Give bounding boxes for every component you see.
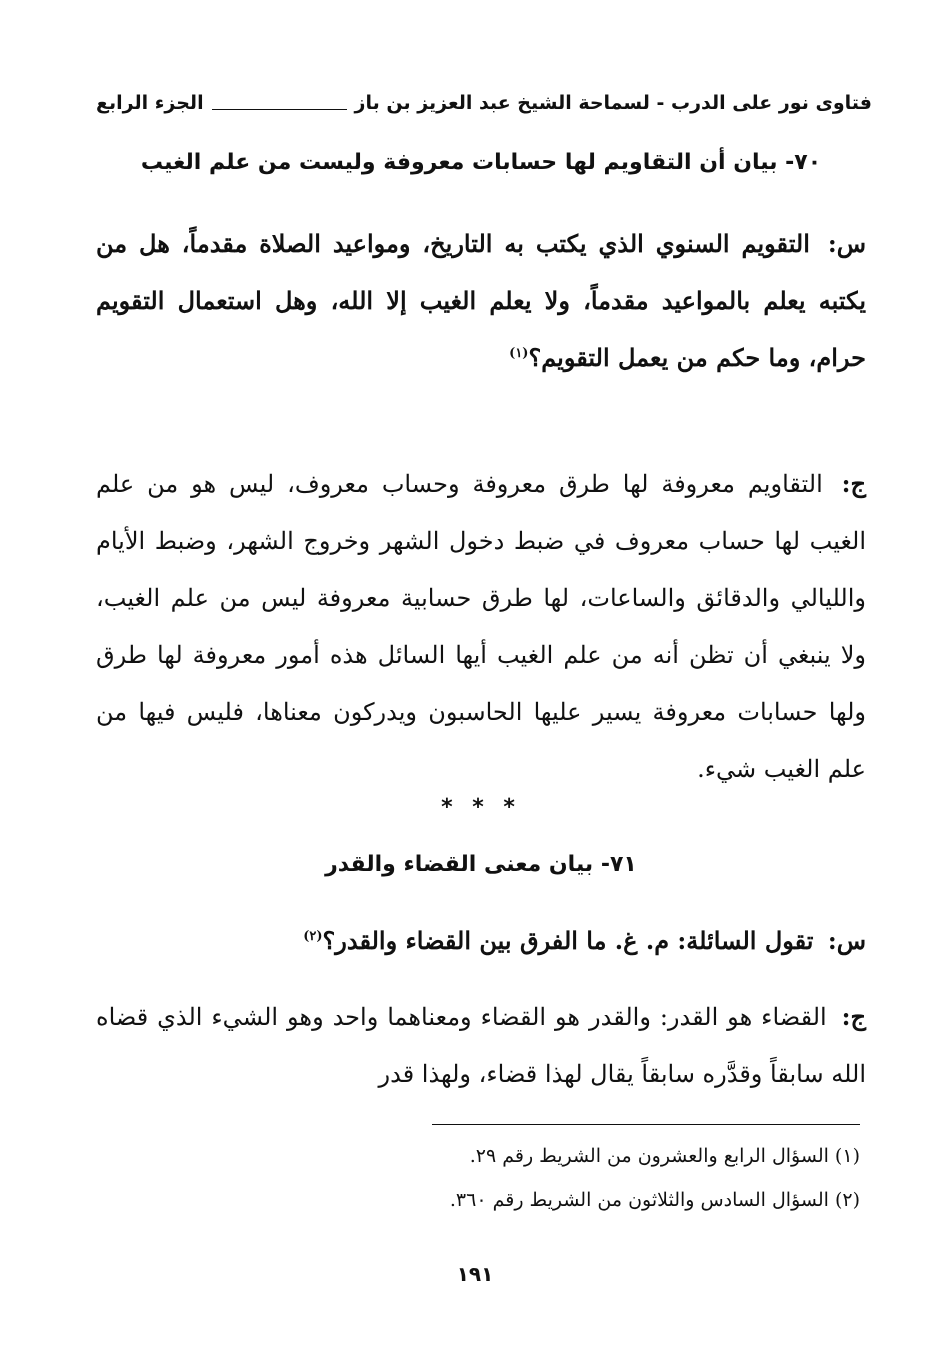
answer-label: ج: — [841, 469, 866, 498]
answer-text: التقاويم معروفة لها طرق معروفة وحساب معروف، ليس هو من علم الغيب لها حساب معروف في ضبط دخول الشهر وخروج الشهر، وضبط الأيام والليالي والدقائق والساعات، لها طرق حسابية معروفة ليس من علم الغيب، ولا ينبغي أن تظن أنه من علم الغيب أيها السائل هذه أمور معروفة لها طرق ولها حسابات معروفة يسير عليها الحاسبون ويدركون معناها، فليس فيها من علم الغيب شيء. — [96, 470, 867, 783]
header-rule — [212, 109, 347, 110]
footnote-ref-1: (١) — [509, 346, 529, 361]
answer-label: ج: — [841, 1002, 866, 1031]
question-71 — [96, 912, 866, 969]
footnote-1: (١) السؤال الرابع والعشرون من الشريط رقم ٢٩. — [469, 1145, 860, 1167]
answer-70 — [96, 455, 866, 798]
footnote-rule — [432, 1124, 860, 1125]
volume-label: الجزء الرابع — [96, 92, 204, 114]
question-label: س: — [827, 229, 866, 258]
footnote-2: (٢) السؤال السادس والثلاثون من الشريط رقم ٣٦٠. — [449, 1189, 860, 1211]
section-separator: * * * — [441, 795, 521, 820]
running-header — [96, 86, 872, 120]
question-text: التقويم السنوي الذي يكتب به التاريخ، ومواعيد الصلاة مقدماً، هل من يكتبه يعلم بالمواعيد مقدماً، ولا يعلم الغيب إلا الله، وهل استعمال التقويم حرام، وما حكم من يعمل التقويم؟ — [96, 229, 866, 372]
section-title-70: ٧٠- بيان أن التقاويم لها حسابات معروفة وليست من علم الغيب — [140, 150, 822, 175]
question-label: س: — [827, 926, 866, 955]
question-70 — [96, 215, 866, 386]
section-title-71: ٧١- بيان معنى القضاء والقدر — [325, 852, 637, 877]
question-text: تقول السائلة: م. غ. ما الفرق بين القضاء والقدر؟ — [322, 926, 814, 955]
book-title: فتاوى نور على الدرب - لسماحة الشيخ عبد العزيز بن باز — [354, 92, 872, 114]
footnote-ref-2: (٢) — [303, 929, 323, 944]
page-number: ١٩١ — [456, 1262, 494, 1286]
answer-text: القضاء هو القدر: والقدر هو القضاء ومعناهما واحد وهو الشيء الذي قضاه الله سابقاً وقدَّره سابقاً يقال لهذا قضاء، ولهذا قدر — [96, 1003, 866, 1088]
answer-71 — [96, 988, 866, 1103]
